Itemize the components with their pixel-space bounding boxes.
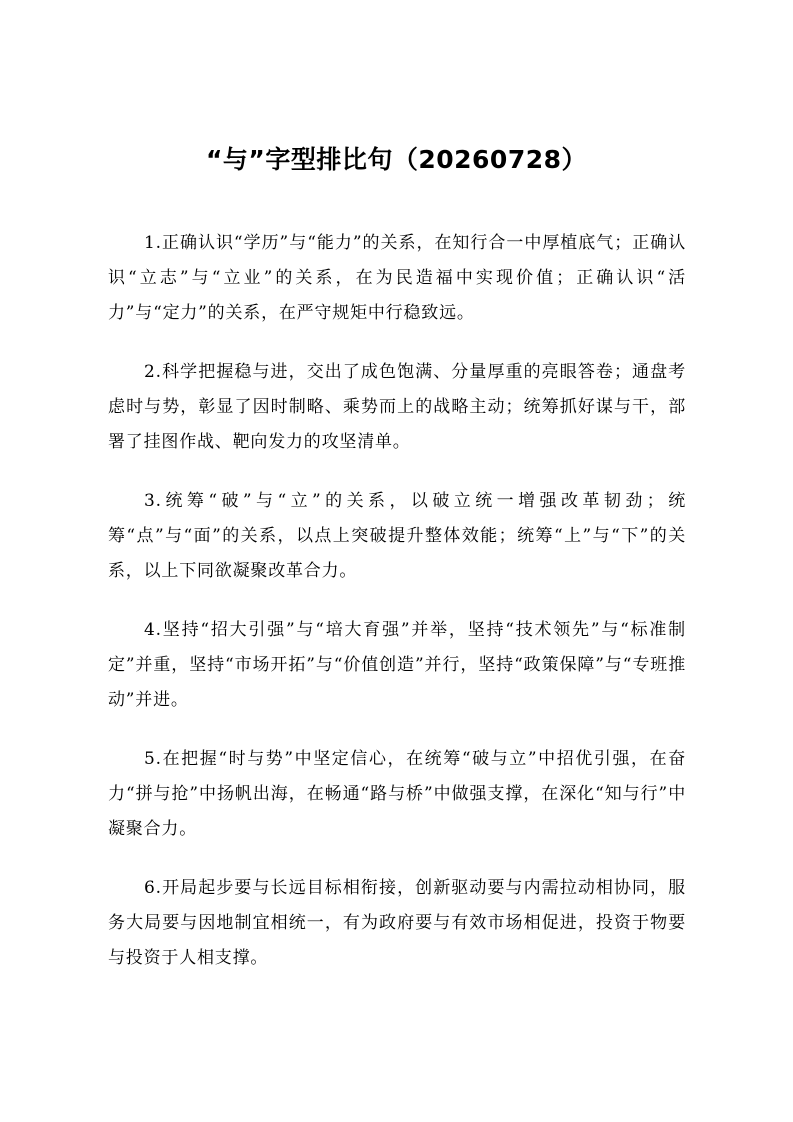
paragraph-5: 5.在把握“时与势”中坚定信心，在统筹“破与立”中招优引强，在奋力“拼与抢”中扬帆出海，在畅通“路与桥”中做强支撑，在深化“知与行”中凝聚合力。	[108, 749, 686, 839]
paragraph-6: 6.开局起步要与长远目标相衔接，创新驱动要与内需拉动相协同，服务大局要与因地制宜相统一，有为政府要与有效市场相促进，投资于物要与投资于人相支撑。	[108, 878, 686, 968]
document-body	[108, 226, 686, 976]
paragraph-1: 1.正确认识“学历”与“能力”的关系，在知行合一中厚植底气；正确认识“立志”与“立业”的关系，在为民造福中实现价值；正确认识“活力”与“定力”的关系，在严守规矩中行稳致远。	[108, 233, 686, 323]
paragraph-4: 4.坚持“招大引强”与“培大育强”并举，坚持“技术领先”与“标准制定”并重，坚持“市场开拓”与“价值创造”并行，坚持“政策保障”与“专班推动”并进。	[108, 620, 686, 710]
paragraph-2: 2.科学把握稳与进，交出了成色饱满、分量厚重的亮眼答卷；通盘考虑时与势，彰显了因时制略、乘势而上的战略主动；统筹抓好谋与干，部署了挂图作战、靶向发力的攻坚清单。	[108, 362, 686, 452]
document-title: “与”字型排比句（20260728）	[205, 145, 588, 174]
paragraph-3: 3.统筹“破”与“立”的关系，以破立统一增强改革韧劲；统筹“点”与“面”的关系，以点上突破提升整体效能；统筹“上”与“下”的关系，以上下同欲凝聚改革合力。	[108, 491, 686, 581]
